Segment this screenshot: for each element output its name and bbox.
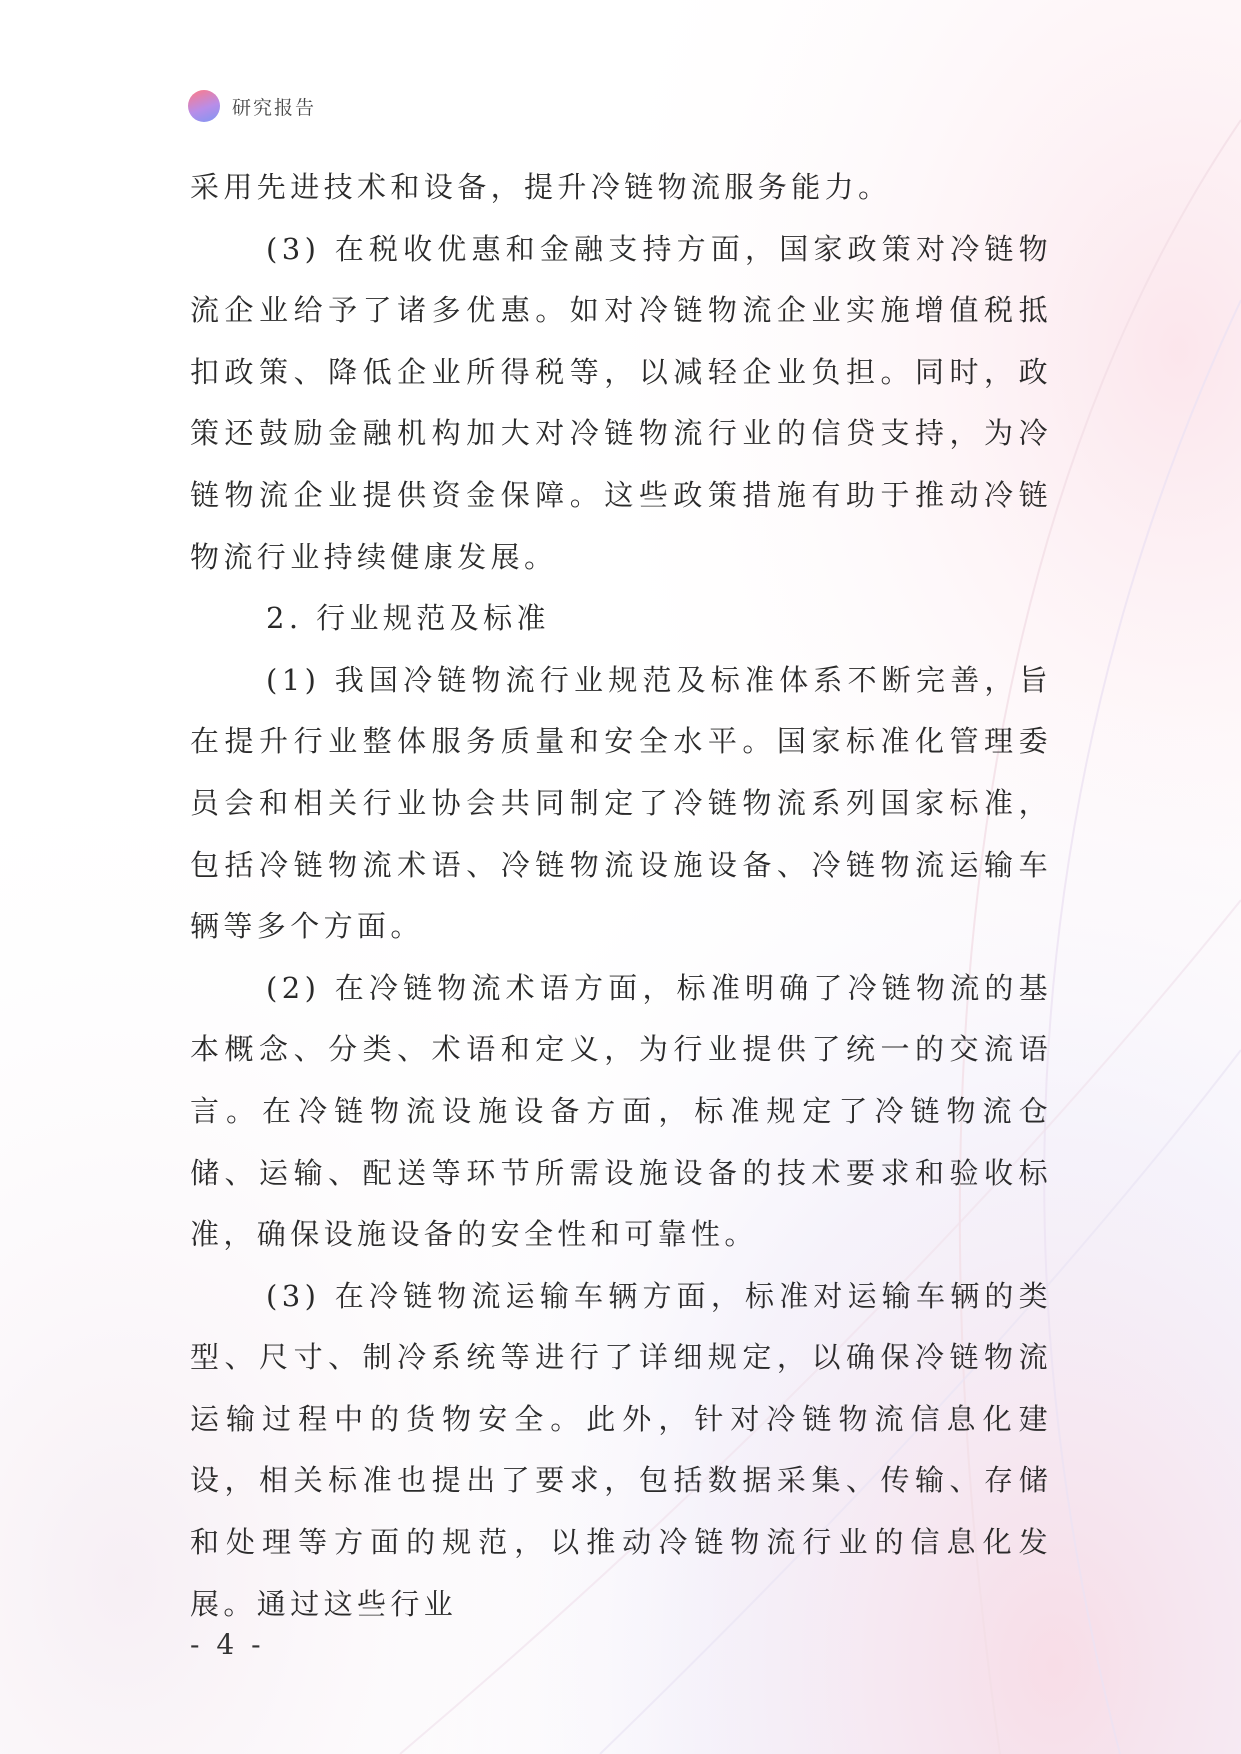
paragraph: 采用先进技术和设备，提升冷链物流服务能力。 (190, 170, 892, 204)
paragraph: (3) 在冷链物流运输车辆方面，标准对运输车辆的类型、尺寸、制冷系统等进行了详细规定，以确保冷链物流运输过程中的货物安全。此外，针对冷链物流信息化建设，相关标准也提出了要求，包括数据采集、传输、存储和处理等方面的规范，以推动冷链物流行业的信息化发展。通过这些行业 (190, 1278, 1052, 1621)
body-text (190, 157, 1052, 1635)
section-heading: 2. 行业规范及标准 (266, 601, 550, 636)
paragraph: (2) 在冷链物流术语方面，标准明确了冷链物流的基本概念、分类、术语和定义，为行业提供了统一的交流语言。在冷链物流设施设备方面，标准规定了冷链物流仓储、运输、配送等环节所需设施设备的技术要求和验收标准，确保设施设备的安全性和可靠性。 (190, 970, 1052, 1252)
report-header (188, 88, 316, 124)
paragraph: (3) 在税收优惠和金融支持方面，国家政策对冷链物流企业给予了诸多优惠。如对冷链物流企业实施增值税抵扣政策、降低企业所得税等，以减轻企业负担。同时，政策还鼓励金融机构加大对冷链物流行业的信贷支持，为冷链物流企业提供资金保障。这些政策措施有助于推动冷链物流行业持续健康发展。 (190, 231, 1052, 574)
report-logo-icon (188, 90, 220, 122)
header-title: 研究报告 (232, 96, 317, 119)
page-number: - 4 - (190, 1628, 265, 1661)
paragraph: (1) 我国冷链物流行业规范及标准体系不断完善，旨在提升行业整体服务质量和安全水平。国家标准化管理委员会和相关行业协会共同制定了冷链物流系列国家标准，包括冷链物流术语、冷链物流设施设备、冷链物流运输车辆等多个方面。 (190, 662, 1052, 944)
